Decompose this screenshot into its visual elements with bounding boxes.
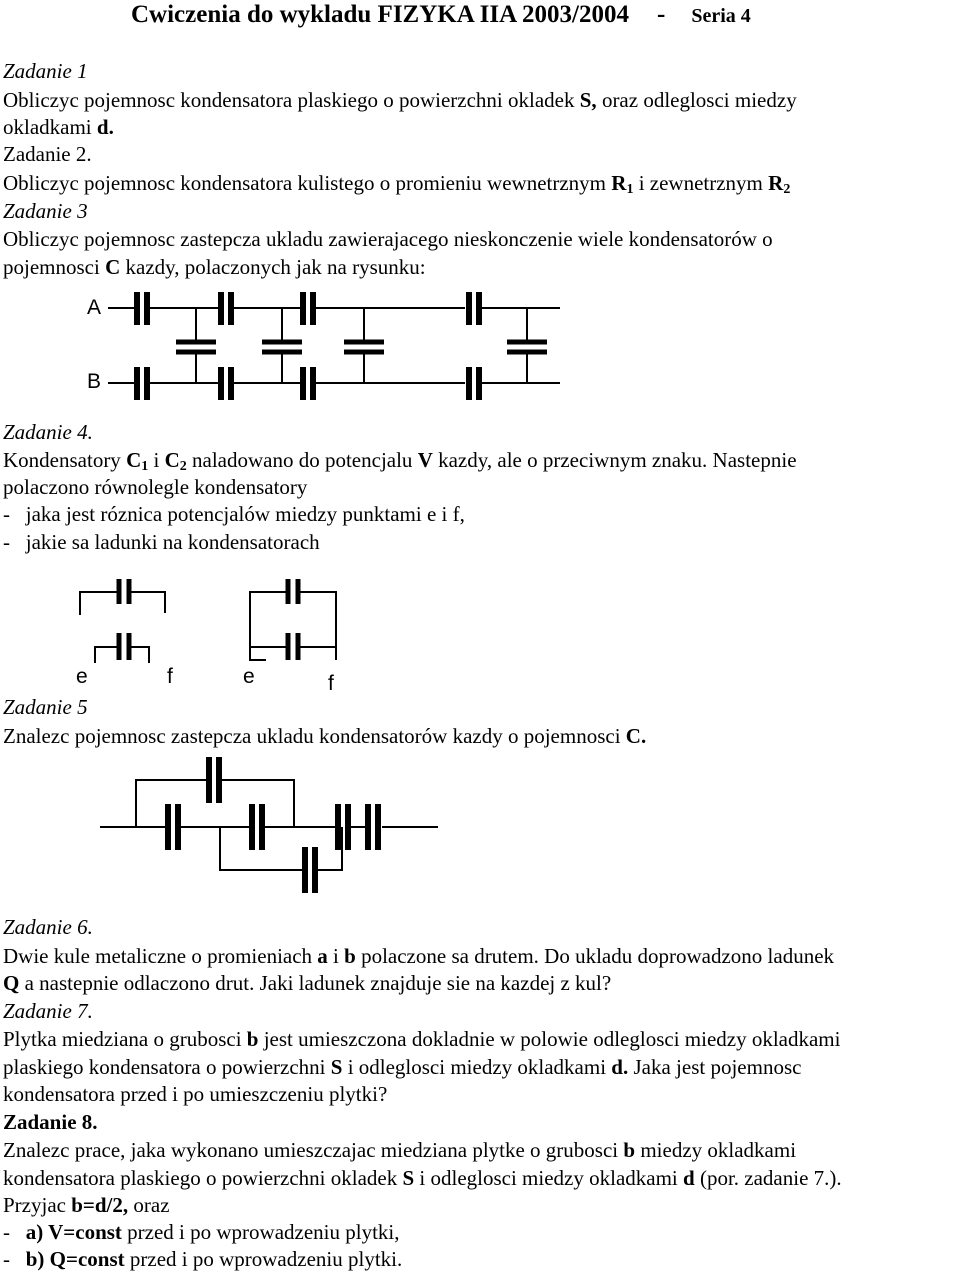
task4-c2-sub: 2 bbox=[179, 459, 187, 474]
task7-var-b: b bbox=[246, 1027, 259, 1051]
task6-text-c: a nastepnie odlaczono drut. Jaki ladunek znajduje sie na kazdej z kul? bbox=[24, 971, 612, 995]
task7-text-a: Plytka miedziana o grubosci bbox=[3, 1027, 242, 1051]
task8-text-b: miedzy okladkami bbox=[640, 1138, 797, 1162]
task3-text-b: kazdy, polaczonych jak na rysunku: bbox=[125, 255, 426, 279]
task8-text-c: kondensatora plaskiego o powierzchni okladek bbox=[3, 1166, 398, 1190]
task8-option-b-dash: - bbox=[3, 1247, 10, 1271]
task7-var-s: S bbox=[330, 1055, 343, 1079]
task7-text-c: plaskiego kondensatora o powierzchni bbox=[3, 1055, 326, 1079]
task4-line2: polaczono równolegle kondensatory bbox=[3, 475, 308, 499]
task1-var-d: d. bbox=[96, 115, 114, 139]
task6-and: i bbox=[333, 944, 339, 968]
task6-var-a: a bbox=[317, 944, 328, 968]
task4-c1-sub: 1 bbox=[141, 459, 149, 474]
task8-option-a-text: przed i po wprowadzeniu plytki, bbox=[127, 1220, 400, 1244]
task3-heading: Zadanie 3 bbox=[3, 199, 88, 223]
series-label: Seria 4 bbox=[691, 5, 751, 27]
task4-c1: C bbox=[126, 448, 142, 472]
task8-text-a: Znalezc prace, jaka wykonano umieszczajac miedziana plytke o grubosci bbox=[3, 1138, 619, 1162]
title-dash: - bbox=[657, 1, 666, 28]
task5-heading: Zadanie 5 bbox=[3, 695, 88, 719]
task8-line1 bbox=[3, 1136, 796, 1164]
task7-var-d: d. bbox=[611, 1055, 629, 1079]
task6-text-b: polaczone sa drutem. Do ukladu doprowadzono ladunek bbox=[361, 944, 835, 968]
task6-line2 bbox=[3, 969, 611, 997]
task8-text-f: Przyjac bbox=[3, 1193, 66, 1217]
task4-c2: C bbox=[164, 448, 180, 472]
task8-option-a bbox=[3, 1218, 400, 1246]
node-b-label: B bbox=[87, 370, 102, 393]
task1-text: Obliczyc pojemnosc kondensatora plaskiego o powierzchni okladek bbox=[3, 88, 575, 112]
right-label-e: e bbox=[243, 665, 255, 688]
task3-text-a: pojemnosci bbox=[3, 255, 100, 279]
task4-and: i bbox=[153, 448, 160, 472]
task2-mid: i zewnetrznym bbox=[638, 171, 763, 195]
task2-r1: R bbox=[611, 171, 627, 195]
task6-heading: Zadanie 6. bbox=[3, 915, 93, 939]
node-a-label: A bbox=[87, 296, 102, 319]
task7-line2 bbox=[3, 1053, 801, 1081]
task8-text-e: (por. zadanie 7.). bbox=[699, 1166, 842, 1190]
task8-option-b bbox=[3, 1245, 402, 1273]
task8-line2 bbox=[3, 1164, 842, 1192]
task8-var-b: b bbox=[623, 1138, 636, 1162]
task8-line3 bbox=[3, 1191, 170, 1219]
task4-var-v: V bbox=[417, 448, 433, 472]
task6-text-a: Dwie kule metaliczne o promieniach bbox=[3, 944, 313, 968]
task7-line3: kondensatora przed i po umieszczeniu plytki? bbox=[3, 1082, 388, 1106]
task2-text: Obliczyc pojemnosc kondensatora kulistego o promieniu wewnetrznym bbox=[3, 171, 607, 195]
task4-text-b: naladowano do potencjalu bbox=[192, 448, 413, 472]
task1-heading: Zadanie 1 bbox=[3, 59, 88, 83]
task8-var-d: d bbox=[683, 1166, 695, 1190]
task2-heading: Zadanie 2. bbox=[3, 142, 92, 166]
task5-text: Znalezc pojemnosc zastepcza ukladu kondensatorów kazdy o pojemnosci bbox=[3, 724, 621, 748]
task8-var-s: S bbox=[402, 1166, 415, 1190]
task8-text-d: i odleglosci miedzy okladkami bbox=[419, 1166, 678, 1190]
task8-option-b-text: przed i po wprowadzeniu plytki. bbox=[129, 1247, 403, 1271]
task7-text-d: i odleglosci miedzy okladkami bbox=[347, 1055, 607, 1079]
task6-var-q: Q bbox=[3, 971, 20, 995]
task4-bullet2: - jakie sa ladunki na kondensatorach bbox=[3, 530, 320, 554]
task8-heading: Zadanie 8. bbox=[3, 1110, 98, 1134]
task4-text-c: kazdy, ale o przeciwnym znaku. Nastepnie bbox=[438, 448, 797, 472]
task4-text-a: Kondensatory bbox=[3, 448, 121, 472]
task2-r2: R bbox=[768, 171, 784, 195]
task8-option-b-key: b) Q=const bbox=[25, 1247, 125, 1271]
task8-option-a-dash: - bbox=[3, 1220, 10, 1244]
task5-var-c: C. bbox=[625, 724, 647, 748]
task6-var-b: b bbox=[344, 944, 356, 968]
task1-text2: okladkami bbox=[3, 115, 92, 139]
task3-var-c: C bbox=[105, 255, 121, 279]
left-label-e: e bbox=[76, 665, 88, 688]
task2-r2-sub: 2 bbox=[783, 182, 791, 197]
task7-text-b: jest umieszczona dokladnie w polowie odleglosci miedzy okladkami bbox=[263, 1027, 841, 1051]
left-label-f: f bbox=[167, 665, 173, 688]
task3-line1: Obliczyc pojemnosc zastepcza ukladu zawierajacego nieskonczenie wiele kondensatorów o bbox=[3, 227, 773, 251]
task6-line1 bbox=[3, 942, 834, 970]
task7-heading: Zadanie 7. bbox=[3, 999, 93, 1023]
task7-text-e: Jaka jest pojemnosc bbox=[633, 1055, 802, 1079]
task1-text-tail: oraz odleglosci miedzy bbox=[601, 88, 797, 112]
task7-line1 bbox=[3, 1025, 840, 1053]
right-label-f: f bbox=[328, 672, 334, 695]
task8-text-g: oraz bbox=[133, 1193, 170, 1217]
task4-heading: Zadanie 4. bbox=[3, 420, 93, 444]
task1-var-s: S, bbox=[579, 88, 597, 112]
task4-bullet1: - jaka jest róznica potencjalów miedzy punktami e i f, bbox=[3, 502, 465, 526]
task8-option-a-key: a) V=const bbox=[25, 1220, 122, 1244]
title-text: Cwiczenia do wykladu FIZYKA IIA 2003/2004 bbox=[131, 1, 629, 28]
task8-condition: b=d/2, bbox=[71, 1193, 129, 1217]
task2-r1-sub: 1 bbox=[626, 182, 634, 197]
